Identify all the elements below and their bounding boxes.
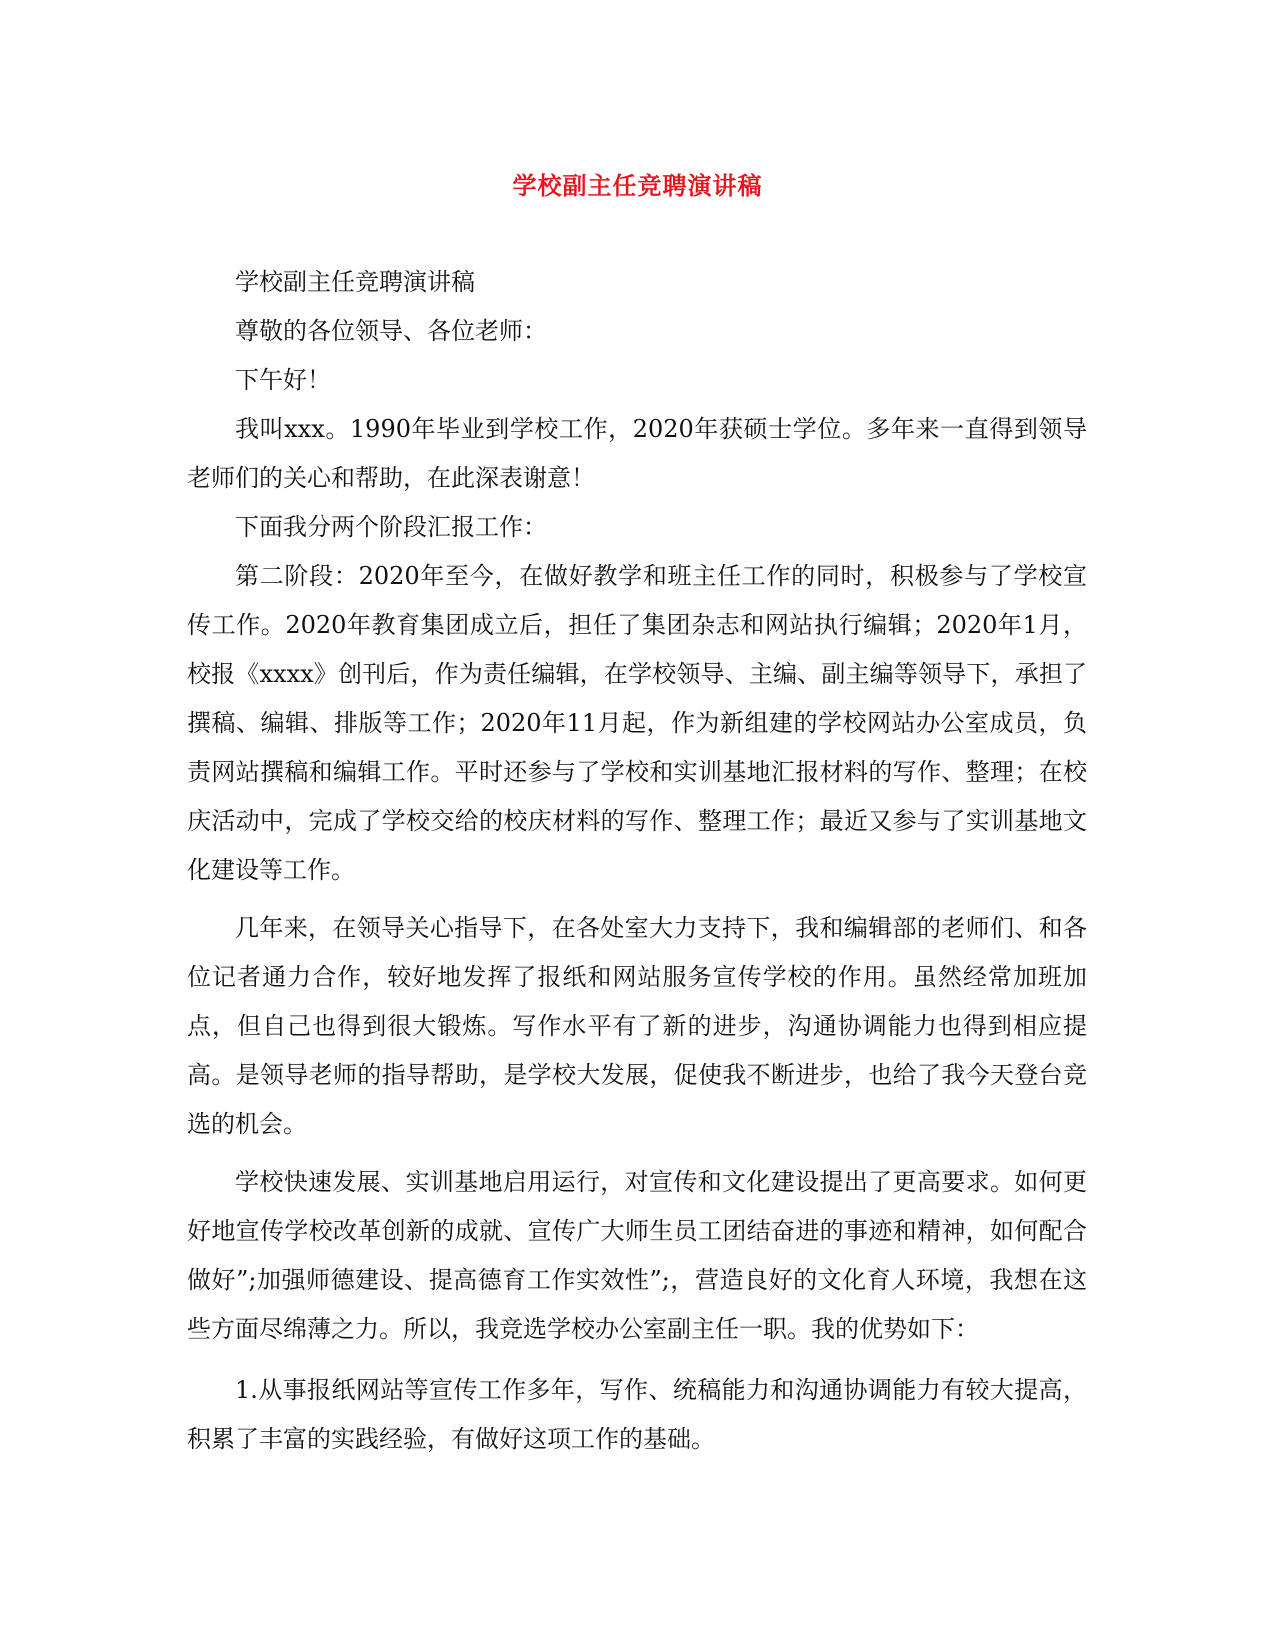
paragraph-advantage-1: 1.从事报纸网站等宣传工作多年，写作、统稿能力和沟通协调能力有较大提高，积累了丰富的实践经验，有做好这项工作的基础。 <box>187 1376 1087 1453</box>
document-title: 学校副主任竞聘演讲稿 <box>512 171 763 200</box>
paragraph-salutation: 尊敬的各位领导、各位老师： <box>235 317 547 345</box>
document-body <box>187 258 1087 1464</box>
paragraph-introduction: 我叫xxx。1990年毕业到学校工作，2020年获硕士学位。多年来一直得到领导老师们的关心和帮助，在此深表谢意！ <box>187 415 1087 492</box>
paragraph-motivation: 学校快速发展、实训基地启用运行，对宣传和文化建设提出了更高要求。如何更好地宣传学校改革创新的成就、宣传广大师生员工团结奋进的事迹和精神，如何配合做好”;加强师德建设、提高德育工作实效性”;，营造良好的文化育人环境，我想在这些方面尽绵薄之力。所以，我竞选学校办公室副主任一职。我的优势如下： <box>187 1168 1087 1343</box>
paragraph-greeting: 下午好！ <box>235 366 331 394</box>
paragraph-reflection: 几年来，在领导关心指导下，在各处室大力支持下，我和编辑部的老师们、和各位记者通力合作，较好地发挥了报纸和网站服务宣传学校的作用。虽然经常加班加点，但自己也得到很大锻炼。写作水平有了新的进步，沟通协调能力也得到相应提高。是领导老师的指导帮助，是学校大发展，促使我不断进步，也给了我今天登台竞选的机会。 <box>187 914 1087 1138</box>
paragraph-report-intro: 下面我分两个阶段汇报工作： <box>235 513 547 541</box>
paragraph-heading: 学校副主任竞聘演讲稿 <box>235 268 475 296</box>
paragraph-second-stage: 第二阶段：2020年至今，在做好教学和班主任工作的同时，积极参与了学校宣传工作。2020年教育集团成立后，担任了集团杂志和网站执行编辑；2020年1月，校报《xxxx》创刊后，作为责任编辑，在学校领导、主编、副主编等领导下，承担了撰稿、编辑、排版等工作；2020年11月起，作为新组建的学校网站办公室成员，负责网站撰稿和编辑工作。平时还参与了学校和实训基地汇报材料的写作、整理；在校庆活动中，完成了学校交给的校庆材料的写作、整理工作；最近又参与了实训基地文化建设等工作。 <box>187 562 1087 884</box>
